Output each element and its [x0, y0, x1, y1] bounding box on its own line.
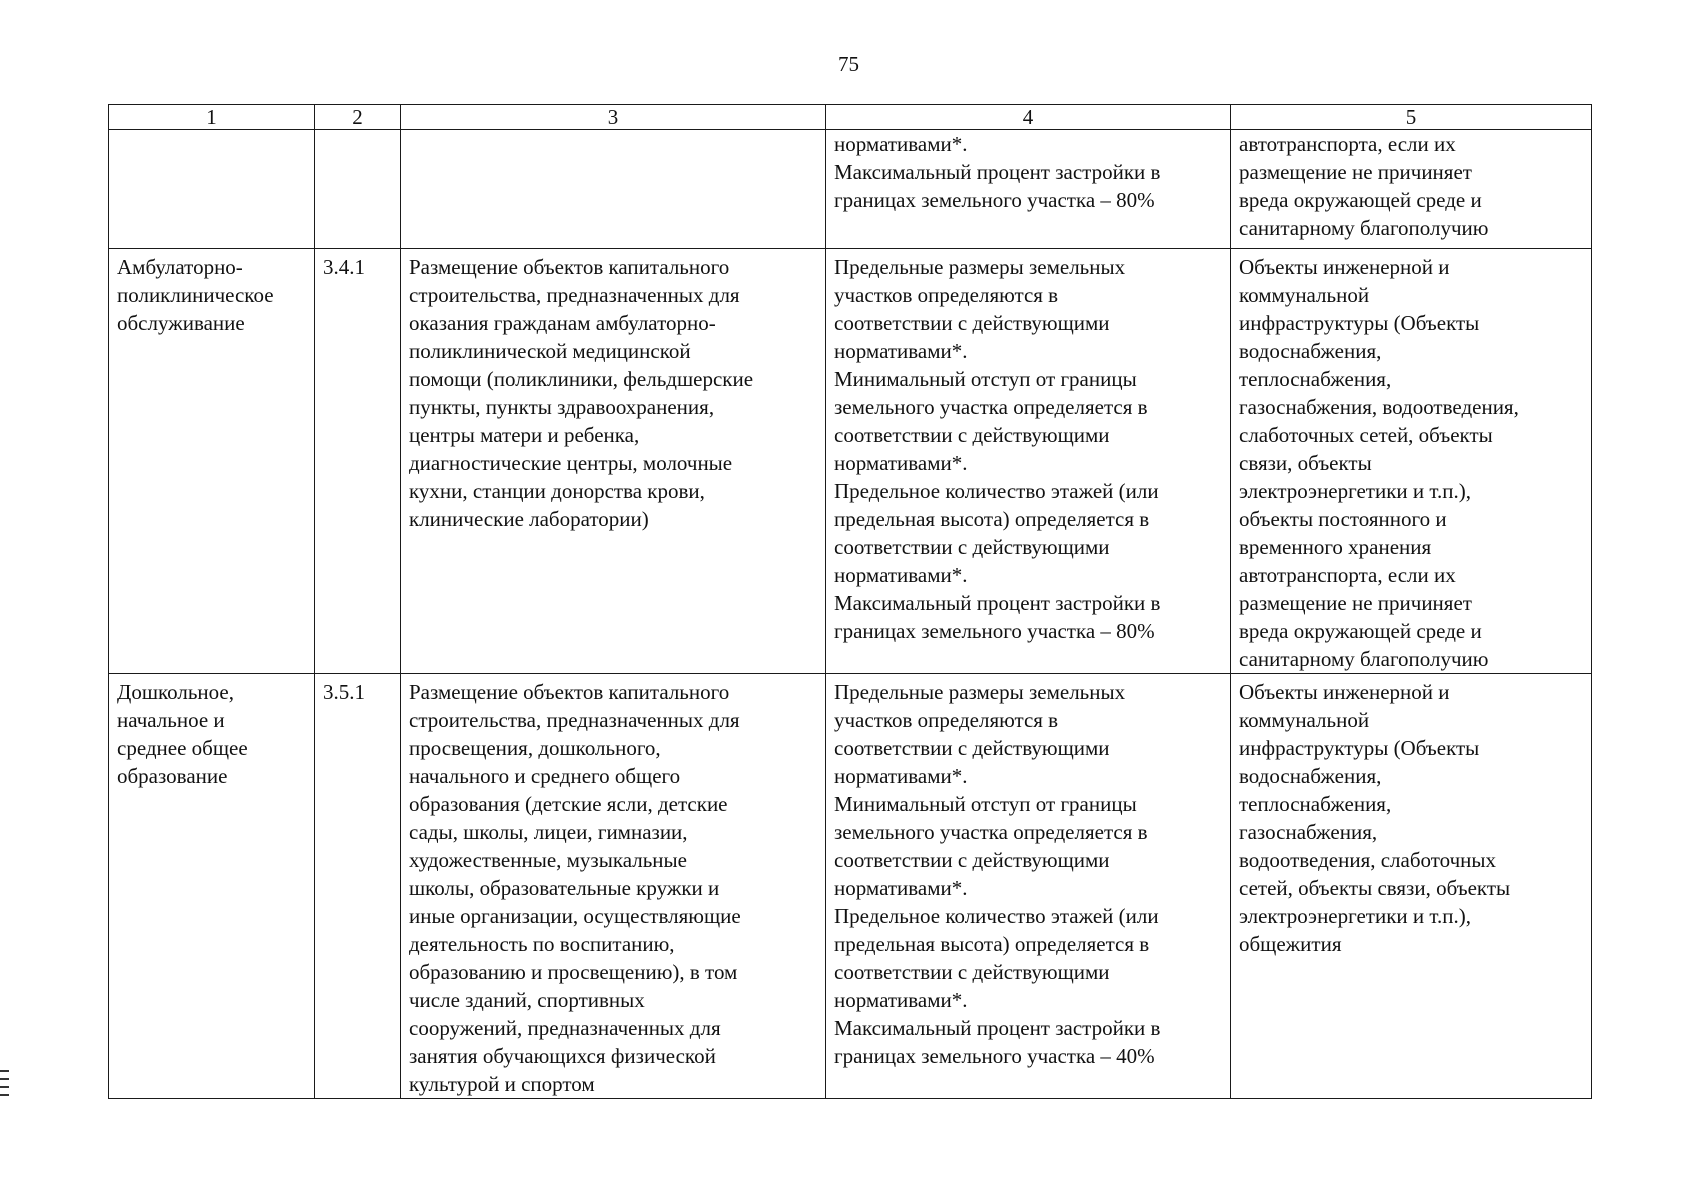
text-line: нормативами*. — [834, 563, 968, 587]
text-line: нормативами*. — [834, 988, 968, 1012]
text-line: нормативами*. — [834, 764, 968, 788]
text-line: просвещения, дошкольного, — [409, 736, 661, 760]
text-line: Максимальный процент застройки в — [834, 591, 1161, 615]
text-line: размещение не причиняет — [1239, 591, 1472, 615]
text-line: Объекты инженерной и — [1239, 680, 1450, 704]
text-line: нормативами*. — [834, 339, 968, 363]
text-line: Размещение объектов капитального — [409, 680, 730, 704]
text-line: электроэнергетики и т.п.), — [1239, 904, 1471, 928]
text-line: клинические лаборатории) — [409, 507, 649, 531]
text-line: Предельные размеры земельных — [834, 255, 1126, 279]
empty-cell — [401, 130, 826, 249]
text-line: поликлинической медицинской — [409, 339, 691, 363]
text-line: пункты, пункты здравоохранения, — [409, 395, 715, 419]
text-line: Предельные размеры земельных — [834, 680, 1126, 704]
text-line: вреда окружающей среде и — [1239, 619, 1482, 643]
table-row — [109, 249, 1592, 674]
text-line: участков определяются в — [834, 708, 1059, 732]
text-line: культурой и спортом — [409, 1072, 595, 1096]
column-number: 2 — [315, 105, 401, 130]
text-line: Максимальный процент застройки в — [834, 1016, 1161, 1040]
text-line: Минимальный отступ от границы — [834, 792, 1137, 816]
text-line: Максимальный процент застройки в — [834, 160, 1161, 184]
text-line: предельная высота) определяется в — [834, 507, 1150, 531]
use-name-cell — [109, 249, 315, 674]
column-number: 3 — [401, 105, 826, 130]
text-line: нормативами*. — [834, 132, 968, 156]
auxiliary-cell — [1231, 130, 1592, 249]
text-line: сады, школы, лицеи, гимназии, — [409, 820, 688, 844]
page-number: 75 — [838, 52, 859, 76]
text-line: санитарному благополучию — [1239, 216, 1489, 240]
column-number-header — [109, 105, 1592, 130]
text-line: деятельность по воспитанию, — [409, 932, 675, 956]
use-code-cell: 3.5.1 — [315, 674, 401, 1099]
text-line: соответствии с действующими — [834, 848, 1110, 872]
land-use-table — [108, 104, 1592, 1099]
column-number: 1 — [109, 105, 315, 130]
text-line: автотранспорта, если их — [1239, 132, 1456, 156]
text-line: автотранспорта, если их — [1239, 563, 1456, 587]
text-line: общежития — [1239, 932, 1342, 956]
text-line: коммунальной — [1239, 283, 1370, 307]
text-line: сетей, объекты связи, объекты — [1239, 876, 1511, 900]
text-line: образованию и просвещению), в том — [409, 960, 738, 984]
text-line: размещение не причиняет — [1239, 160, 1472, 184]
text-line: инфраструктуры (Объекты — [1239, 311, 1480, 335]
empty-cell — [315, 130, 401, 249]
use-code-cell: 3.4.1 — [315, 249, 401, 674]
text-line: соответствии с действующими — [834, 960, 1110, 984]
text-line: газоснабжения, водоотведения, — [1239, 395, 1519, 419]
text-line: числе зданий, спортивных — [409, 988, 645, 1012]
text-line: газоснабжения, — [1239, 820, 1378, 844]
parameters-cell — [826, 130, 1231, 249]
text-line: связи, объекты — [1239, 451, 1372, 475]
text-line: Амбулаторно- — [117, 255, 243, 279]
text-line: водоотведения, слаботочных — [1239, 848, 1497, 872]
text-line: Размещение объектов капитального — [409, 255, 730, 279]
text-line: соответствии с действующими — [834, 736, 1110, 760]
text-line: помощи (поликлиники, фельдшерские — [409, 367, 754, 391]
text-line: земельного участка определяется в — [834, 395, 1148, 419]
empty-cell — [109, 130, 315, 249]
text-line: соответствии с действующими — [834, 535, 1110, 559]
text-line: Предельное количество этажей (или — [834, 904, 1159, 928]
text-line: Предельное количество этажей (или — [834, 479, 1159, 503]
text-line: границах земельного участка – 80% — [834, 619, 1155, 643]
text-line: поликлиническое — [117, 283, 274, 307]
text-line: водоснабжения, — [1239, 764, 1382, 788]
text-line: границах земельного участка – 80% — [834, 188, 1155, 212]
column-number: 4 — [826, 105, 1231, 130]
text-line: нормативами*. — [834, 451, 968, 475]
continuation-row — [109, 130, 1592, 249]
text-line: водоснабжения, — [1239, 339, 1382, 363]
text-line: соответствии с действующими — [834, 311, 1110, 335]
table-row — [109, 674, 1592, 1099]
text-line: земельного участка определяется в — [834, 820, 1148, 844]
text-line: нормативами*. — [834, 876, 968, 900]
text-line: электроэнергетики и т.п.), — [1239, 479, 1471, 503]
text-line: школы, образовательные кружки и — [409, 876, 720, 900]
text-line: строительства, предназначенных для — [409, 283, 740, 307]
text-line: объекты постоянного и — [1239, 507, 1447, 531]
scan-margin-marks — [0, 1070, 10, 1102]
text-line: слаботочных сетей, объекты — [1239, 423, 1493, 447]
text-line: диагностические центры, молочные — [409, 451, 733, 475]
text-line: иные организации, осуществляющие — [409, 904, 741, 928]
description-cell — [401, 674, 826, 1099]
text-line: Минимальный отступ от границы — [834, 367, 1137, 391]
text-line: начального и среднего общего — [409, 764, 681, 788]
text-line: строительства, предназначенных для — [409, 708, 740, 732]
text-line: коммунальной — [1239, 708, 1370, 732]
description-cell — [401, 249, 826, 674]
text-line: Дошкольное, — [117, 680, 234, 704]
text-line: среднее общее — [117, 736, 248, 760]
auxiliary-cell — [1231, 674, 1592, 1099]
text-line: художественные, музыкальные — [409, 848, 687, 872]
text-line: теплоснабжения, — [1239, 367, 1392, 391]
text-line: образования (детские ясли, детские — [409, 792, 728, 816]
use-name-cell — [109, 674, 315, 1099]
parameters-cell — [826, 674, 1231, 1099]
text-line: теплоснабжения, — [1239, 792, 1392, 816]
column-number: 5 — [1231, 105, 1592, 130]
text-line: обслуживание — [117, 311, 245, 335]
text-line: участков определяются в — [834, 283, 1059, 307]
parameters-cell — [826, 249, 1231, 674]
text-line: центры матери и ребенка, — [409, 423, 640, 447]
text-line: временного хранения — [1239, 535, 1432, 559]
text-line: занятия обучающихся физической — [409, 1044, 716, 1068]
text-line: предельная высота) определяется в — [834, 932, 1150, 956]
text-line: соответствии с действующими — [834, 423, 1110, 447]
text-line: санитарному благополучию — [1239, 647, 1489, 671]
text-line: границах земельного участка – 40% — [834, 1044, 1155, 1068]
text-line: начальное и — [117, 708, 225, 732]
text-line: оказания гражданам амбулаторно- — [409, 311, 716, 335]
text-line: сооружений, предназначенных для — [409, 1016, 721, 1040]
text-line: Объекты инженерной и — [1239, 255, 1450, 279]
text-line: кухни, станции донорства крови, — [409, 479, 705, 503]
text-line: вреда окружающей среде и — [1239, 188, 1482, 212]
text-line: инфраструктуры (Объекты — [1239, 736, 1480, 760]
auxiliary-cell — [1231, 249, 1592, 674]
text-line: образование — [117, 764, 228, 788]
